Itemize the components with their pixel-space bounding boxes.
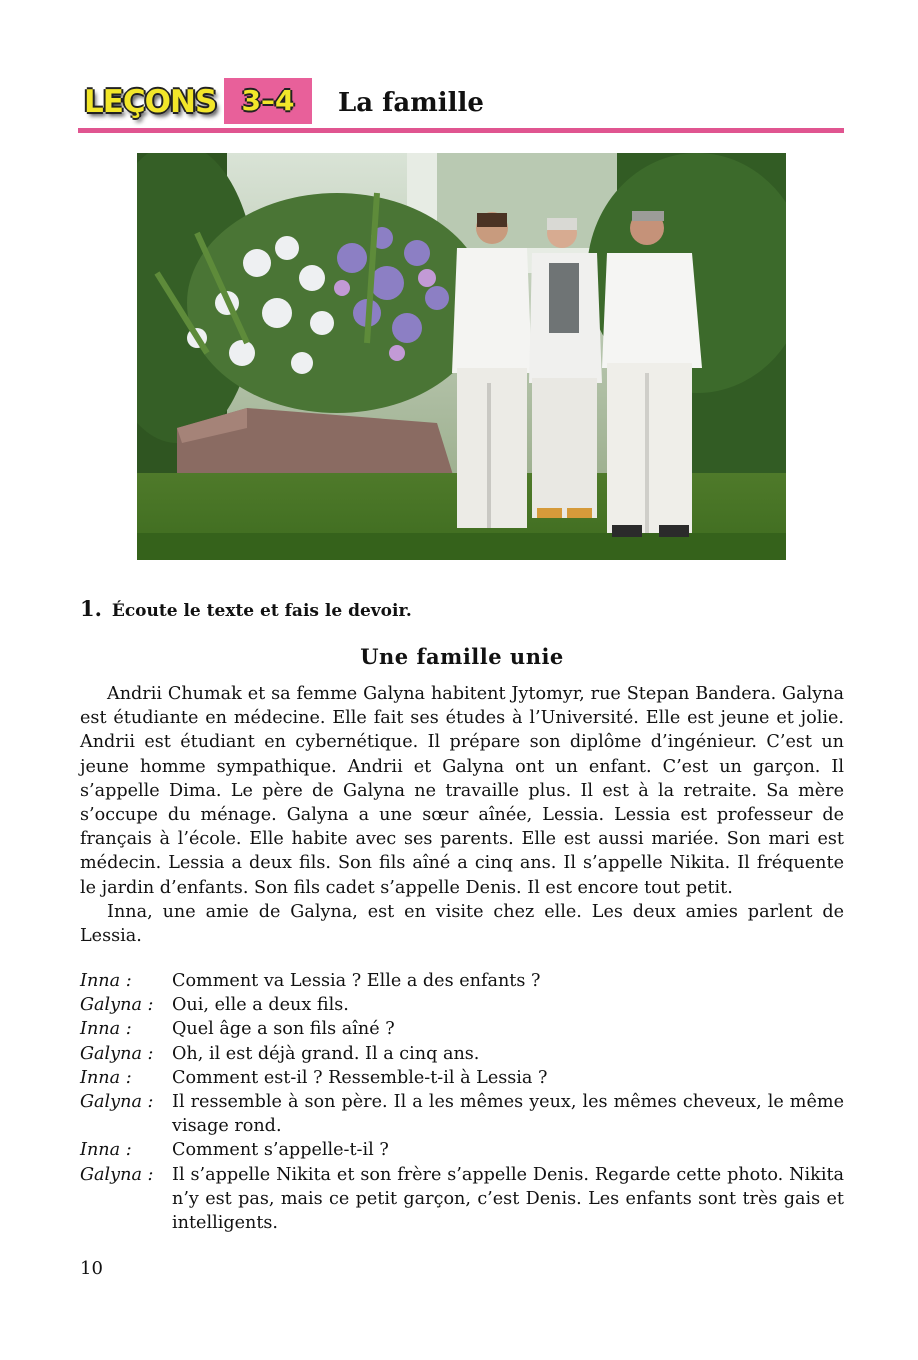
paragraph-1: Andrii Chumak et sa femme Galyna habitent Jytomyr, rue Stepan Bandera. Galyna est étudiante en médecine. Elle fait ses études à l’Université. Elle est jeune et jolie. Andrii est étudiant en cybernétique. Il prépare son diplôme d’ingénieur. C’est un jeune homme sympathique. Andrii et Galyna ont un enfant. C’est un garçon. Il s’appelle Dima. Le père de Galyna ne travaille plus. Il est à la retraite. Sa mère s’occupe du ménage. Galyna a une sœur aînée, Lessia. Lessia est professeur de français à l’école. Elle habite avec ses parents. Elle est aussi mariée. Son mari est médecin. Lessia a deux fils. Son fils aîné a cinq ans. Il s’appelle Nikita. Il fréquente le jardin d’enfants. Son fils cadet s’appelle Denis. Il est encore tout petit. xyxy=(80,684,844,898)
speaker-name: Inna : xyxy=(80,971,132,991)
speech-text: Quel âge a son fils aîné ? xyxy=(172,1019,395,1040)
dialogue-line xyxy=(80,969,844,993)
reading-title: Une famille unie xyxy=(360,644,564,669)
speech-text: Comment s’appelle-t-il ? xyxy=(172,1140,389,1161)
dialogue-line xyxy=(80,1017,844,1041)
speaker-name: Galyna : xyxy=(80,995,154,1016)
lesson-number-badge: 3–4 xyxy=(224,78,312,124)
speech-text: Oui, elle a deux fils. xyxy=(172,995,349,1016)
dialogue-line xyxy=(80,1090,844,1138)
family-photo xyxy=(137,153,786,560)
speaker-name: Inna : xyxy=(80,1019,132,1040)
exercise-text: Écoute le texte et fais le devoir. xyxy=(111,601,412,621)
exercise-number: 1. xyxy=(80,596,102,621)
dialogue-line xyxy=(80,993,844,1017)
person-right-man xyxy=(602,211,702,537)
speech-text: Il s’appelle Nikita et son frère s’appelle Denis. Regarde cette photo. Nikita n’y est pas, mais ce petit garçon, c’est Denis. Les enfants sont très gais et intelligents. xyxy=(172,1164,844,1234)
lecons-label: LEÇONS xyxy=(84,84,217,120)
exercise-instruction xyxy=(80,596,844,621)
speaker-name: Galyna : xyxy=(80,1092,154,1113)
page-number: 10 xyxy=(80,1258,103,1279)
speech-text: Il ressemble à son père. Il a les mêmes yeux, les mêmes cheveux, le même visage rond. xyxy=(172,1092,844,1137)
person-left-woman xyxy=(452,212,532,528)
dialogue-line xyxy=(80,1042,844,1066)
lesson-title: La famille xyxy=(338,88,484,118)
speaker-name: Galyna : xyxy=(80,1164,154,1185)
reading-text xyxy=(80,682,844,948)
speech-text: Comment va Lessia ? Elle a des enfants ? xyxy=(172,971,541,991)
speaker-name: Inna : xyxy=(80,1067,132,1088)
speaker-name: Inna : xyxy=(80,1140,132,1161)
speaker-name: Galyna : xyxy=(80,1043,154,1064)
dialogue-line xyxy=(80,1066,844,1090)
dialogue-line xyxy=(80,1163,844,1236)
speech-text: Oh, il est déjà grand. Il a cinq ans. xyxy=(172,1043,480,1064)
dialogue-line xyxy=(80,1138,844,1162)
lesson-header xyxy=(78,78,844,134)
header-divider xyxy=(78,128,844,133)
dialogue xyxy=(80,969,844,1235)
person-middle-woman xyxy=(529,218,602,518)
speech-text: Comment est-il ? Ressemble-t-il à Lessia ? xyxy=(172,1067,548,1088)
paragraph-2: Inna, une amie de Galyna, est en visite chez elle. Les deux amies parlent de Lessia. xyxy=(80,901,844,947)
